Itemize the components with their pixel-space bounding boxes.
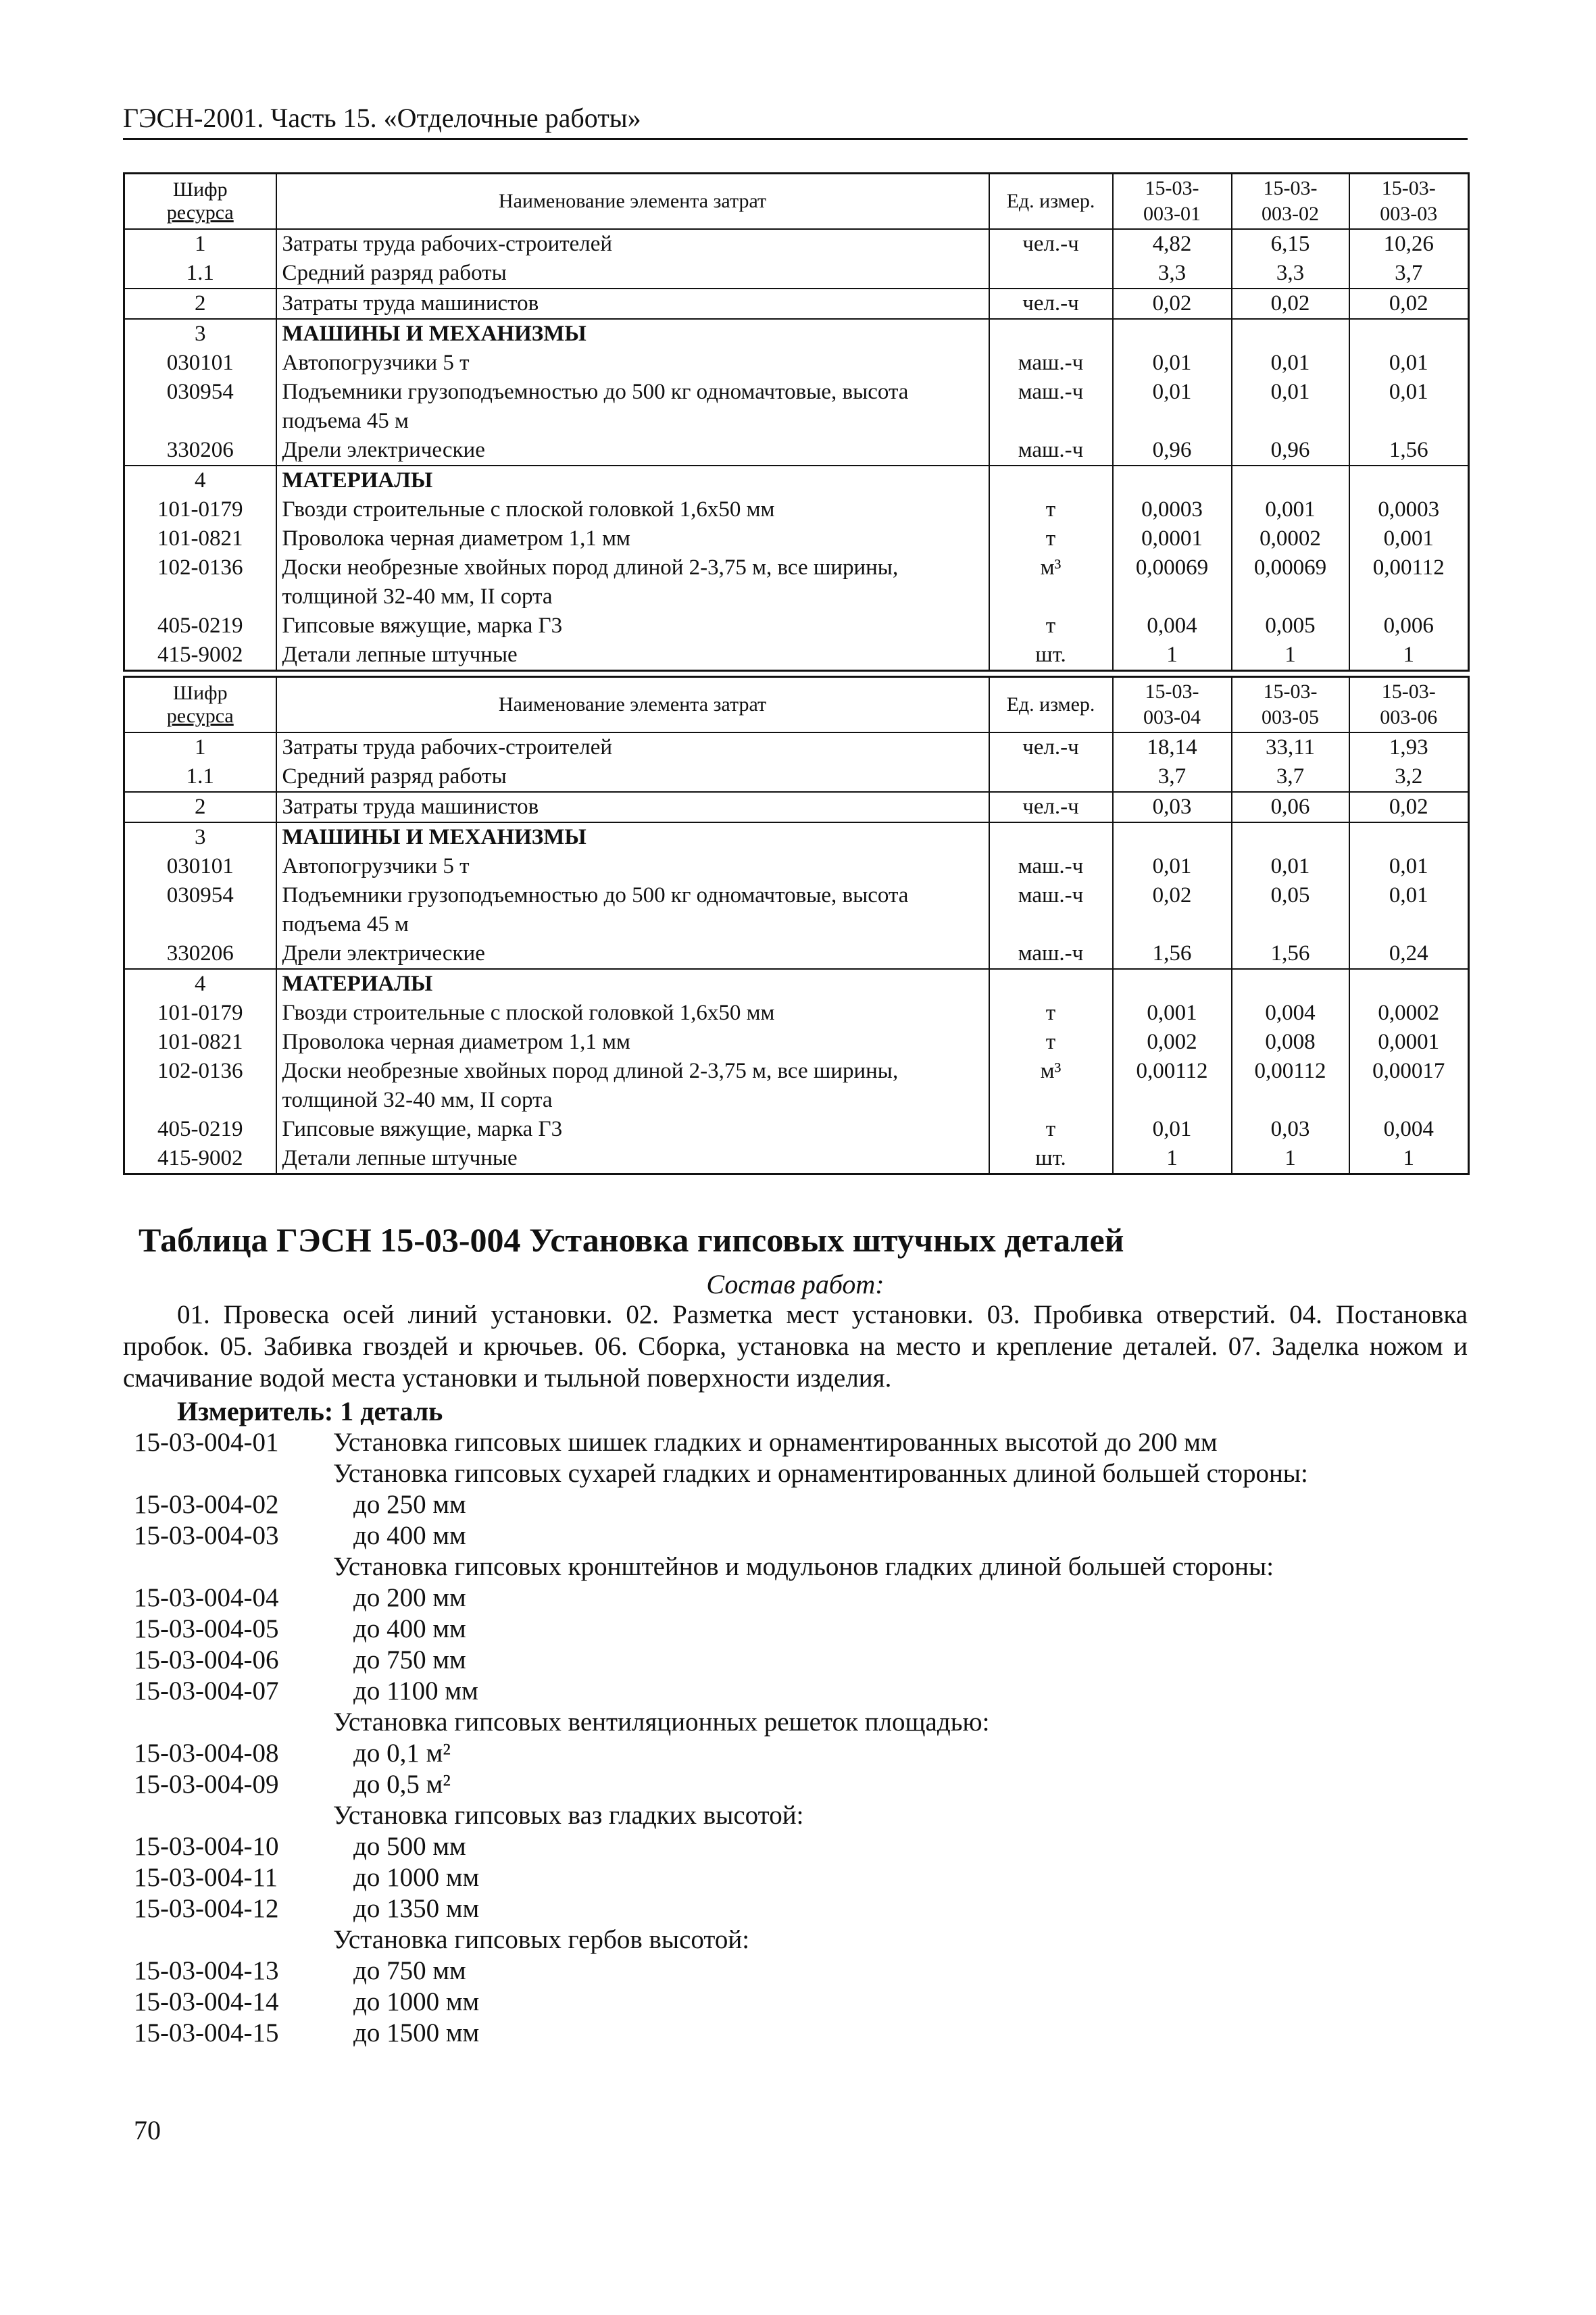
norm-value: 0,96 bbox=[1232, 436, 1349, 466]
list-item bbox=[134, 1831, 1472, 1862]
norm-value: 0,001 bbox=[1349, 524, 1469, 553]
table-row bbox=[124, 792, 1469, 822]
list-item bbox=[134, 1551, 1472, 1583]
resource-name: Проволока черная диаметром 1,1 мм bbox=[276, 1028, 989, 1057]
resource-unit: т bbox=[989, 524, 1113, 553]
col-header-name: Наименование элемента затрат bbox=[276, 677, 989, 733]
resource-table-2 bbox=[123, 676, 1470, 1175]
resource-name: Затраты труда рабочих-строителей bbox=[276, 732, 989, 762]
norm-value: 0,01 bbox=[1232, 378, 1349, 436]
norm-value: 0,004 bbox=[1113, 612, 1232, 641]
resource-unit bbox=[989, 319, 1113, 349]
resource-unit: т bbox=[989, 999, 1113, 1028]
norm-description: до 250 мм bbox=[353, 1490, 466, 1519]
table-header-row bbox=[124, 677, 1469, 733]
resource-name: Гипсовые вяжущие, марка Г3 bbox=[276, 612, 989, 641]
list-item bbox=[134, 1800, 1472, 1831]
norm-value bbox=[1349, 822, 1469, 852]
norm-value: 0,001 bbox=[1113, 999, 1232, 1028]
composition-text: 01. Провеска осей линий установки. 02. Разметка мест установки. 03. Пробивка отверстий. 04. Постановка пробок. 05. Забивка гвоздей и крючьев. 06. Сборка, установка на место и крепление деталей. 07. Заделка ножом и смачивание водой места установки и тыльной поверхности изделия. bbox=[123, 1300, 1468, 1393]
resource-table-1 bbox=[123, 172, 1470, 672]
resource-unit: т bbox=[989, 612, 1113, 641]
table-body bbox=[124, 229, 1469, 671]
norm-description: Установка гипсовых вентиляционных решеток площадью: bbox=[333, 1708, 990, 1737]
table-row bbox=[124, 1144, 1469, 1174]
resource-code: 415-9002 bbox=[124, 641, 276, 671]
norm-code: 15-03-004-11 bbox=[134, 1863, 278, 1892]
norm-description: Установка гипсовых кронштейнов и модульонов гладких длиной большей стороны: bbox=[333, 1552, 1274, 1581]
resource-unit bbox=[989, 822, 1113, 852]
norm-description: до 1500 мм bbox=[353, 2018, 480, 2047]
resource-code: 4 bbox=[124, 466, 276, 495]
table-row bbox=[124, 1115, 1469, 1144]
norm-value: 0,01 bbox=[1232, 349, 1349, 378]
norm-value: 0,03 bbox=[1113, 792, 1232, 822]
resource-name: МАТЕРИАЛЫ bbox=[276, 969, 989, 999]
col-header-norm-5: 15-03- 003-05 bbox=[1232, 677, 1349, 733]
norm-description: до 400 мм bbox=[353, 1521, 466, 1550]
resource-code: 101-0179 bbox=[124, 495, 276, 524]
norm-value: 0,01 bbox=[1113, 852, 1232, 881]
table-row bbox=[124, 1057, 1469, 1115]
col-header-name: Наименование элемента затрат bbox=[276, 174, 989, 230]
table-row bbox=[124, 762, 1469, 792]
resource-code: 3 bbox=[124, 319, 276, 349]
resource-name: Гвозди строительные с плоской головкой 1,6х50 мм bbox=[276, 495, 989, 524]
resource-name: МАШИНЫ И МЕХАНИЗМЫ bbox=[276, 822, 989, 852]
norm-value: 0,006 bbox=[1349, 612, 1469, 641]
norm-list bbox=[134, 1427, 1472, 2049]
norm-value: 0,0001 bbox=[1113, 524, 1232, 553]
resource-unit: чел.-ч bbox=[989, 229, 1113, 259]
list-item bbox=[134, 1769, 1472, 1800]
norm-value: 0,00017 bbox=[1349, 1057, 1469, 1115]
resource-name: Гвозди строительные с плоской головкой 1,6х50 мм bbox=[276, 999, 989, 1028]
resource-name: МАТЕРИАЛЫ bbox=[276, 466, 989, 495]
resource-unit bbox=[989, 762, 1113, 792]
norm-value: 3,7 bbox=[1349, 259, 1469, 289]
table-row bbox=[124, 319, 1469, 349]
table-row bbox=[124, 436, 1469, 466]
norm-value: 1 bbox=[1113, 641, 1232, 671]
norm-value: 0,24 bbox=[1349, 939, 1469, 969]
norm-value: 0,0002 bbox=[1232, 524, 1349, 553]
table-row bbox=[124, 524, 1469, 553]
norm-description: до 1100 мм bbox=[353, 1676, 478, 1706]
resource-unit: шт. bbox=[989, 641, 1113, 671]
list-item bbox=[134, 1489, 1472, 1520]
resource-code: 030101 bbox=[124, 852, 276, 881]
norm-value: 3,3 bbox=[1113, 259, 1232, 289]
norm-value: 3,3 bbox=[1232, 259, 1349, 289]
norm-code: 15-03-004-14 bbox=[134, 1987, 279, 2016]
norm-value: 0,02 bbox=[1113, 289, 1232, 319]
resource-code: 330206 bbox=[124, 939, 276, 969]
resource-code: 4 bbox=[124, 969, 276, 999]
resource-code: 1.1 bbox=[124, 259, 276, 289]
norm-value: 1,56 bbox=[1113, 939, 1232, 969]
norm-value: 0,01 bbox=[1349, 349, 1469, 378]
norm-value: 0,06 bbox=[1232, 792, 1349, 822]
resource-name: Гипсовые вяжущие, марка Г3 bbox=[276, 1115, 989, 1144]
list-item bbox=[134, 1987, 1472, 2018]
norm-code: 15-03-004-03 bbox=[134, 1521, 279, 1550]
norm-value: 1 bbox=[1349, 1144, 1469, 1174]
norm-value: 0,008 bbox=[1232, 1028, 1349, 1057]
resource-unit bbox=[989, 466, 1113, 495]
norm-value: 4,82 bbox=[1113, 229, 1232, 259]
col-header-norm-3: 15-03- 003-03 bbox=[1349, 174, 1469, 230]
list-item bbox=[134, 1707, 1472, 1738]
norm-description: до 1000 мм bbox=[353, 1863, 480, 1892]
col-header-unit: Ед. измер. bbox=[989, 677, 1113, 733]
norm-value: 1,56 bbox=[1232, 939, 1349, 969]
norm-value: 0,0003 bbox=[1349, 495, 1469, 524]
table-row bbox=[124, 999, 1469, 1028]
resource-code: 101-0179 bbox=[124, 999, 276, 1028]
norm-value: 0,004 bbox=[1232, 999, 1349, 1028]
norm-value bbox=[1113, 319, 1232, 349]
resource-code: 330206 bbox=[124, 436, 276, 466]
resource-unit bbox=[989, 969, 1113, 999]
norm-value: 0,01 bbox=[1113, 349, 1232, 378]
table-row bbox=[124, 1028, 1469, 1057]
norm-value: 0,03 bbox=[1232, 1115, 1349, 1144]
table-row bbox=[124, 378, 1469, 436]
resource-unit: чел.-ч bbox=[989, 289, 1113, 319]
norm-value bbox=[1232, 969, 1349, 999]
norm-code: 15-03-004-12 bbox=[134, 1894, 279, 1923]
norm-description: до 200 мм bbox=[353, 1583, 466, 1612]
norm-value: 0,002 bbox=[1113, 1028, 1232, 1057]
norm-value: 0,01 bbox=[1113, 1115, 1232, 1144]
norm-value bbox=[1232, 319, 1349, 349]
resource-code: 102-0136 bbox=[124, 1057, 276, 1115]
list-item bbox=[134, 1520, 1472, 1551]
meter-label: Измеритель: 1 деталь bbox=[177, 1396, 443, 1426]
resource-code: 101-0821 bbox=[124, 524, 276, 553]
table-row bbox=[124, 732, 1469, 762]
resource-code: 1 bbox=[124, 229, 276, 259]
norm-value: 1 bbox=[1232, 641, 1349, 671]
resource-code: 030101 bbox=[124, 349, 276, 378]
table-row bbox=[124, 969, 1469, 999]
norm-value bbox=[1232, 466, 1349, 495]
list-item bbox=[134, 1427, 1472, 1458]
norm-value: 0,01 bbox=[1232, 852, 1349, 881]
norm-code: 15-03-004-05 bbox=[134, 1614, 279, 1643]
resource-unit: т bbox=[989, 1028, 1113, 1057]
norm-value: 1,56 bbox=[1349, 436, 1469, 466]
norm-code: 15-03-004-06 bbox=[134, 1645, 279, 1674]
norm-code: 15-03-004-04 bbox=[134, 1583, 279, 1612]
table-row bbox=[124, 289, 1469, 319]
norm-value: 0,00112 bbox=[1232, 1057, 1349, 1115]
resource-name: Затраты труда машинистов bbox=[276, 792, 989, 822]
resource-unit: маш.-ч bbox=[989, 436, 1113, 466]
norm-value: 3,7 bbox=[1232, 762, 1349, 792]
table-row bbox=[124, 822, 1469, 852]
list-item bbox=[134, 1738, 1472, 1769]
norm-value: 6,15 bbox=[1232, 229, 1349, 259]
resource-unit: чел.-ч bbox=[989, 732, 1113, 762]
resource-name: Доски необрезные хвойных пород длиной 2-3,75 м, все ширины, толщиной 32-40 мм, II сорта bbox=[276, 553, 989, 612]
norm-value: 1 bbox=[1113, 1144, 1232, 1174]
resource-name: Детали лепные штучные bbox=[276, 641, 989, 671]
resource-unit: т bbox=[989, 495, 1113, 524]
norm-code: 15-03-004-08 bbox=[134, 1739, 279, 1768]
resource-name: Затраты труда рабочих-строителей bbox=[276, 229, 989, 259]
norm-value: 1 bbox=[1232, 1144, 1349, 1174]
norm-value: 0,01 bbox=[1113, 378, 1232, 436]
table-row bbox=[124, 349, 1469, 378]
resource-code: 2 bbox=[124, 792, 276, 822]
table-header-row bbox=[124, 174, 1469, 230]
resource-name: Подъемники грузоподъемностью до 500 кг одномачтовые, высота подъема 45 м bbox=[276, 378, 989, 436]
resource-code: 3 bbox=[124, 822, 276, 852]
composition-label: Состав работ: bbox=[706, 1269, 884, 1299]
resource-code: 1 bbox=[124, 732, 276, 762]
norm-value: 0,0001 bbox=[1349, 1028, 1469, 1057]
resource-name: Средний разряд работы bbox=[276, 259, 989, 289]
col-header-norm-1: 15-03- 003-01 bbox=[1113, 174, 1232, 230]
table-row bbox=[124, 641, 1469, 671]
norm-value bbox=[1113, 969, 1232, 999]
norm-code: 15-03-004-13 bbox=[134, 1956, 279, 1985]
norm-value: 1,93 bbox=[1349, 732, 1469, 762]
col-header-norm-4: 15-03- 003-04 bbox=[1113, 677, 1232, 733]
resource-name: Проволока черная диаметром 1,1 мм bbox=[276, 524, 989, 553]
list-item bbox=[134, 1956, 1472, 1987]
norm-value bbox=[1232, 822, 1349, 852]
norm-code: 15-03-004-02 bbox=[134, 1490, 279, 1519]
resource-name: МАШИНЫ И МЕХАНИЗМЫ bbox=[276, 319, 989, 349]
resource-name: Средний разряд работы bbox=[276, 762, 989, 792]
table-row bbox=[124, 939, 1469, 969]
table-row bbox=[124, 259, 1469, 289]
norm-description: до 400 мм bbox=[353, 1614, 466, 1643]
resource-unit: т bbox=[989, 1115, 1113, 1144]
norm-code: 15-03-004-10 bbox=[134, 1832, 279, 1861]
list-item bbox=[134, 1614, 1472, 1645]
norm-description: до 750 мм bbox=[353, 1956, 466, 1985]
list-item bbox=[134, 1458, 1472, 1489]
page-number: 70 bbox=[134, 2115, 161, 2145]
list-item bbox=[134, 1645, 1472, 1676]
norm-code: 15-03-004-09 bbox=[134, 1770, 279, 1799]
resource-code: 405-0219 bbox=[124, 612, 276, 641]
resource-unit: м³ bbox=[989, 1057, 1113, 1115]
norm-description: Установка гипсовых шишек гладких и орнаментированных высотой до 200 мм bbox=[333, 1428, 1218, 1457]
resource-code: 415-9002 bbox=[124, 1144, 276, 1174]
norm-value bbox=[1349, 466, 1469, 495]
norm-value: 0,00112 bbox=[1113, 1057, 1232, 1115]
resource-unit: маш.-ч bbox=[989, 349, 1113, 378]
table-row bbox=[124, 881, 1469, 939]
norm-description: Установка гипсовых гербов высотой: bbox=[333, 1925, 750, 1954]
norm-value: 0,01 bbox=[1349, 881, 1469, 939]
norm-value: 10,26 bbox=[1349, 229, 1469, 259]
norm-code: 15-03-004-01 bbox=[134, 1428, 279, 1457]
table-row bbox=[124, 466, 1469, 495]
resource-unit: шт. bbox=[989, 1144, 1113, 1174]
resource-unit: маш.-ч bbox=[989, 378, 1113, 436]
norm-value: 0,05 bbox=[1232, 881, 1349, 939]
norm-value: 0,02 bbox=[1232, 289, 1349, 319]
col-header-code: Шифр ресурса bbox=[124, 677, 276, 733]
resource-code: 1.1 bbox=[124, 762, 276, 792]
table-body bbox=[124, 732, 1469, 1174]
table-row bbox=[124, 495, 1469, 524]
resource-code: 102-0136 bbox=[124, 553, 276, 612]
norm-description: до 0,5 м² bbox=[353, 1770, 451, 1799]
norm-value: 0,02 bbox=[1113, 881, 1232, 939]
norm-description: до 1000 мм bbox=[353, 1987, 480, 2016]
resource-name: Затраты труда машинистов bbox=[276, 289, 989, 319]
norm-value: 18,14 bbox=[1113, 732, 1232, 762]
resource-code: 101-0821 bbox=[124, 1028, 276, 1057]
resource-unit: маш.-ч bbox=[989, 881, 1113, 939]
resource-code: 030954 bbox=[124, 378, 276, 436]
norm-value: 0,01 bbox=[1349, 852, 1469, 881]
resource-name: Дрели электрические bbox=[276, 436, 989, 466]
norm-description: Установка гипсовых сухарей гладких и орнаментированных длиной большей стороны: bbox=[333, 1459, 1308, 1488]
norm-value: 0,0002 bbox=[1349, 999, 1469, 1028]
norm-value: 33,11 bbox=[1232, 732, 1349, 762]
list-item bbox=[134, 1893, 1472, 1924]
norm-value: 3,7 bbox=[1113, 762, 1232, 792]
table-row bbox=[124, 553, 1469, 612]
resource-name: Детали лепные штучные bbox=[276, 1144, 989, 1174]
norm-value bbox=[1349, 319, 1469, 349]
resource-unit: м³ bbox=[989, 553, 1113, 612]
norm-value: 0,00069 bbox=[1232, 553, 1349, 612]
norm-value: 1 bbox=[1349, 641, 1469, 671]
resource-name: Дрели электрические bbox=[276, 939, 989, 969]
resource-name: Автопогрузчики 5 т bbox=[276, 349, 989, 378]
list-item bbox=[134, 1862, 1472, 1893]
table-row bbox=[124, 229, 1469, 259]
norm-value: 0,001 bbox=[1232, 495, 1349, 524]
list-item bbox=[134, 1924, 1472, 1956]
norm-value: 0,004 bbox=[1349, 1115, 1469, 1144]
norm-value: 0,02 bbox=[1349, 289, 1469, 319]
list-item bbox=[134, 1676, 1472, 1707]
resource-name: Доски необрезные хвойных пород длиной 2-3,75 м, все ширины, толщиной 32-40 мм, II сорта bbox=[276, 1057, 989, 1115]
table-row bbox=[124, 612, 1469, 641]
norm-description: до 1350 мм bbox=[353, 1894, 480, 1923]
norm-value bbox=[1113, 822, 1232, 852]
norm-description: до 750 мм bbox=[353, 1645, 466, 1674]
resource-code: 405-0219 bbox=[124, 1115, 276, 1144]
norm-value bbox=[1349, 969, 1469, 999]
norm-value: 0,01 bbox=[1349, 378, 1469, 436]
resource-unit bbox=[989, 259, 1113, 289]
resource-unit: маш.-ч bbox=[989, 939, 1113, 969]
resource-unit: маш.-ч bbox=[989, 852, 1113, 881]
table-row bbox=[124, 852, 1469, 881]
resource-code: 030954 bbox=[124, 881, 276, 939]
norm-value: 0,96 bbox=[1113, 436, 1232, 466]
norm-value: 0,0003 bbox=[1113, 495, 1232, 524]
norm-code: 15-03-004-07 bbox=[134, 1676, 279, 1706]
norm-value: 0,00069 bbox=[1113, 553, 1232, 612]
col-header-norm-2: 15-03- 003-02 bbox=[1232, 174, 1349, 230]
resource-name: Автопогрузчики 5 т bbox=[276, 852, 989, 881]
section-title: Таблица ГЭСН 15-03-004 Установка гипсовых штучных деталей bbox=[139, 1221, 1124, 1259]
resource-code: 2 bbox=[124, 289, 276, 319]
norm-value: 0,00112 bbox=[1349, 553, 1469, 612]
norm-code: 15-03-004-15 bbox=[134, 2018, 279, 2047]
resource-unit: чел.-ч bbox=[989, 792, 1113, 822]
col-header-unit: Ед. измер. bbox=[989, 174, 1113, 230]
norm-description: Установка гипсовых ваз гладких высотой: bbox=[333, 1801, 804, 1830]
col-header-code: Шифр ресурса bbox=[124, 174, 276, 230]
norm-description: до 500 мм bbox=[353, 1832, 466, 1861]
norm-value: 3,2 bbox=[1349, 762, 1469, 792]
col-header-norm-6: 15-03- 003-06 bbox=[1349, 677, 1469, 733]
norm-value: 0,02 bbox=[1349, 792, 1469, 822]
norm-description: до 0,1 м² bbox=[353, 1739, 451, 1768]
norm-value: 0,005 bbox=[1232, 612, 1349, 641]
list-item bbox=[134, 2018, 1472, 2049]
list-item bbox=[134, 1583, 1472, 1614]
norm-value bbox=[1113, 466, 1232, 495]
resource-name: Подъемники грузоподъемностью до 500 кг одномачтовые, высота подъема 45 м bbox=[276, 881, 989, 939]
running-header: ГЭСН-2001. Часть 15. «Отделочные работы» bbox=[123, 101, 1468, 140]
